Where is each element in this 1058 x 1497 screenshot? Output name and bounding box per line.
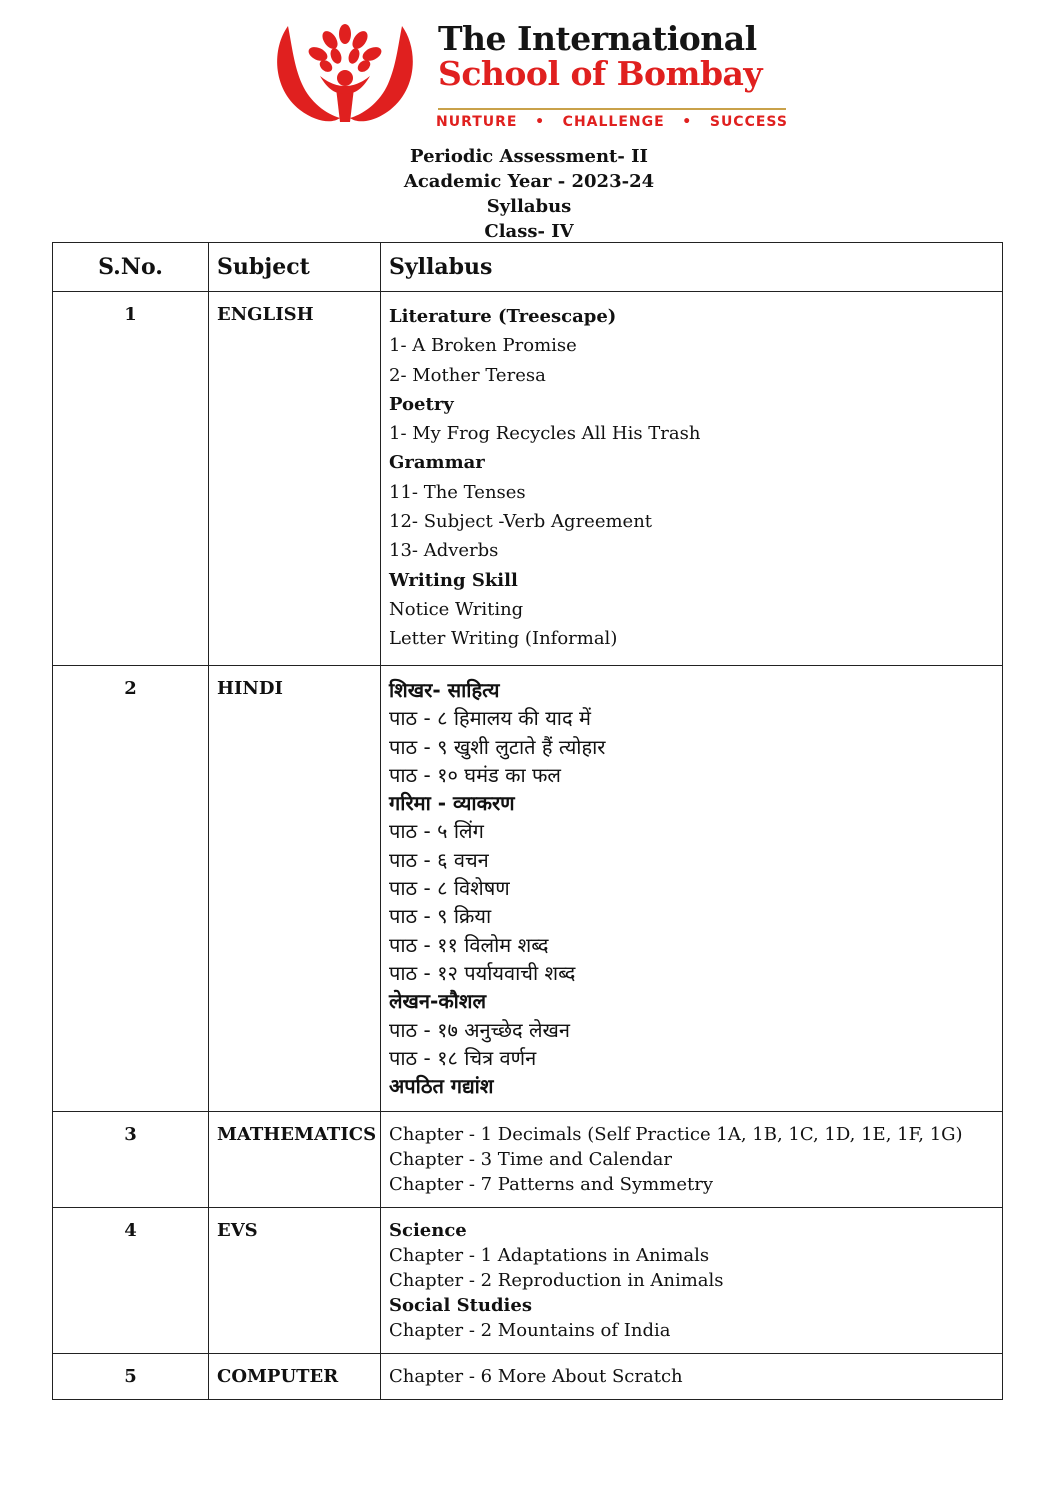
column-header-sno: S.No. bbox=[53, 243, 209, 292]
tagline-word: CHALLENGE bbox=[562, 114, 665, 130]
syllabus-item: Chapter - 2 Mountains of India bbox=[389, 1320, 671, 1341]
syllabus-section-heading: Writing Skill bbox=[389, 569, 518, 591]
tagline-separator: • bbox=[682, 114, 693, 130]
school-name bbox=[438, 19, 763, 93]
table-row bbox=[53, 1354, 1003, 1400]
syllabus-item: पाठ - १० घमंड का फल bbox=[389, 762, 561, 787]
syllabus-item: 12- Subject -Verb Agreement bbox=[389, 511, 653, 533]
syllabus-section-heading: Literature (Treescape) bbox=[389, 306, 617, 327]
row-subject: ENGLISH bbox=[209, 292, 381, 666]
syllabus-item: पाठ - १८ चित्र वर्णन bbox=[389, 1045, 537, 1070]
row-syllabus bbox=[381, 1112, 1003, 1208]
syllabus-item: पाठ - १२ पर्यायवाची शब्द bbox=[389, 960, 576, 985]
school-name-line1: The International bbox=[438, 19, 757, 58]
syllabus-item: पाठ - ६ वचन bbox=[389, 847, 489, 872]
syllabus-item: पाठ - ११ विलोम शब्द bbox=[389, 932, 549, 957]
syllabus-item: Letter Writing (Informal) bbox=[389, 628, 618, 650]
syllabus-section-heading: Poetry bbox=[389, 393, 454, 415]
row-sno: 3 bbox=[53, 1112, 209, 1208]
syllabus-section-heading: अपठित गद्यांश bbox=[389, 1074, 494, 1099]
school-name-line2: School of Bombay bbox=[438, 54, 763, 93]
document-titles bbox=[0, 144, 1058, 244]
syllabus-item: 1- My Frog Recycles All His Trash bbox=[389, 423, 701, 445]
syllabus-item: पाठ - ८ हिमालय की याद में bbox=[389, 706, 591, 731]
column-header-subject: Subject bbox=[209, 243, 381, 292]
syllabus-item: Chapter - 1 Adaptations in Animals bbox=[389, 1245, 710, 1266]
document-type: Syllabus bbox=[486, 196, 572, 217]
header-divider bbox=[438, 108, 786, 110]
column-header-syllabus: Syllabus bbox=[381, 243, 1003, 292]
table-row bbox=[53, 1208, 1003, 1354]
syllabus-section-heading: Grammar bbox=[389, 452, 485, 474]
academic-year: Academic Year - 2023-24 bbox=[403, 171, 655, 192]
syllabus-item: Chapter - 2 Reproduction in Animals bbox=[389, 1270, 724, 1291]
syllabus-item: पाठ - १७ अनुच्छेद लेखन bbox=[389, 1017, 571, 1042]
syllabus-item: पाठ - ८ विशेषण bbox=[389, 876, 510, 901]
class-label: Class- IV bbox=[484, 221, 574, 242]
row-subject: EVS bbox=[209, 1208, 381, 1354]
row-syllabus bbox=[381, 1208, 1003, 1354]
syllabus-section-heading: गरिमा - व्याकरण bbox=[389, 791, 515, 816]
table-row bbox=[53, 292, 1003, 666]
syllabus-item: 2- Mother Teresa bbox=[389, 364, 546, 386]
syllabus-table bbox=[52, 242, 1003, 1400]
syllabus-item: Chapter - 6 More About Scratch bbox=[389, 1366, 683, 1387]
tagline-separator: • bbox=[535, 114, 546, 130]
syllabus-section-heading: Social Studies bbox=[389, 1295, 532, 1316]
table-row bbox=[53, 666, 1003, 1112]
syllabus-item: Chapter - 3 Time and Calendar bbox=[389, 1149, 672, 1170]
row-sno: 4 bbox=[53, 1208, 209, 1354]
syllabus-section-heading: लेखन-कौशल bbox=[389, 989, 487, 1014]
row-subject: COMPUTER bbox=[209, 1354, 381, 1400]
syllabus-section-heading: शिखर- साहित्य bbox=[389, 678, 500, 702]
row-sno: 2 bbox=[53, 666, 209, 1112]
school-header bbox=[270, 18, 790, 136]
row-syllabus bbox=[381, 292, 1003, 666]
row-sno: 1 bbox=[53, 292, 209, 666]
tagline-word: SUCCESS bbox=[709, 114, 788, 130]
table-header-row bbox=[53, 243, 1003, 292]
syllabus-item: पाठ - ९ क्रिया bbox=[389, 904, 492, 929]
table-row bbox=[53, 1112, 1003, 1208]
syllabus-section-heading: Science bbox=[389, 1220, 467, 1241]
syllabus-item: Notice Writing bbox=[389, 598, 524, 620]
school-tagline bbox=[436, 114, 788, 130]
syllabus-item: 13- Adverbs bbox=[389, 540, 499, 562]
syllabus-item: पाठ - ५ लिंग bbox=[389, 819, 484, 844]
syllabus-item: 1- A Broken Promise bbox=[389, 335, 577, 357]
syllabus-item: Chapter - 7 Patterns and Symmetry bbox=[389, 1174, 713, 1195]
row-subject: HINDI bbox=[209, 666, 381, 1112]
assessment-title: Periodic Assessment- II bbox=[410, 146, 648, 167]
tagline-word: NURTURE bbox=[436, 114, 518, 130]
row-syllabus bbox=[381, 666, 1003, 1112]
row-subject: MATHEMATICS bbox=[209, 1112, 381, 1208]
row-sno: 5 bbox=[53, 1354, 209, 1400]
syllabus-item: 11- The Tenses bbox=[389, 481, 526, 503]
syllabus-item: पाठ - ९ खुशी लुटाते हैं त्योहार bbox=[389, 734, 606, 759]
tree-hands-logo-icon bbox=[270, 18, 420, 130]
syllabus-item: Chapter - 1 Decimals (Self Practice 1A, 1B, 1C, 1D, 1E, 1F, 1G) bbox=[389, 1124, 963, 1145]
row-syllabus bbox=[381, 1354, 1003, 1400]
